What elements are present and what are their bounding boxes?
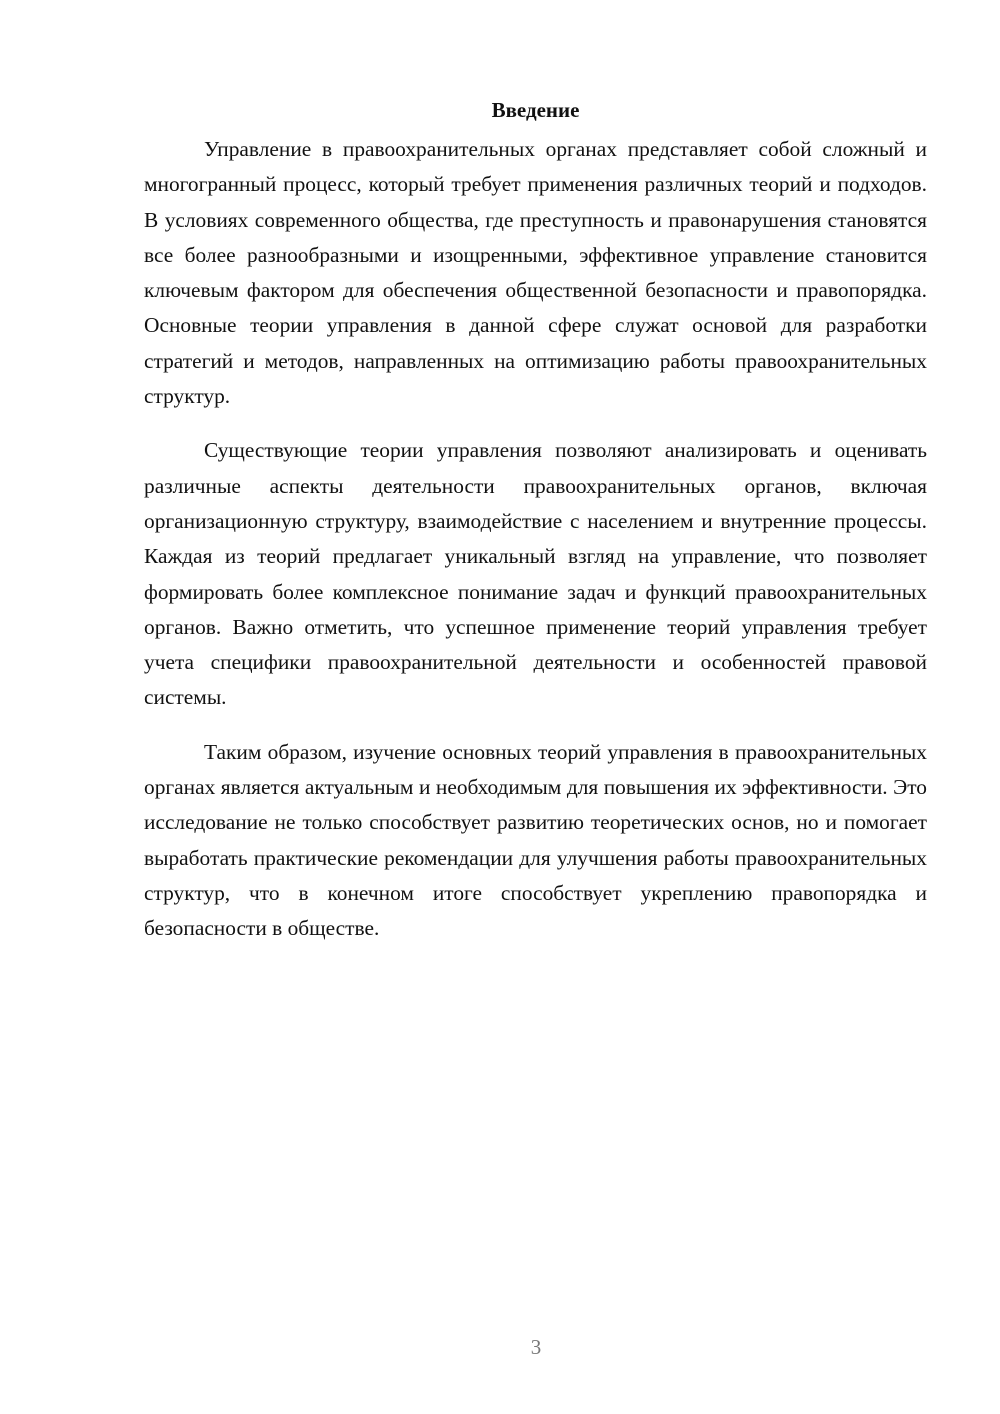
paragraph-1: Управление в правоохранительных органах представляет собой сложный и многогранный процесс, который требует применения различных теорий и подходов. В условиях современного общества, где преступность и правонарушения становятся все более разнообразными и изощренными, эффективное управление становится ключевым фактором для обеспечения общественной безопасности и правопорядка. Основные теории управления в данной сфере служат основой для разработки стратегий и методов, направленных на оптимизацию работы правоохранительных структур. — [144, 137, 927, 409]
page-title: Введение — [491, 98, 580, 122]
document-body — [144, 93, 927, 947]
page-number: 3 — [530, 1335, 542, 1359]
paragraph-2: Существующие теории управления позволяют анализировать и оценивать различные аспекты деятельности правоохранительных органов, включая организационную структуру, взаимодействие с населением и внутренние процессы. Каждая из теорий предлагает уникальный взгляд на управление, что позволяет формировать более комплексное понимание задач и функций правоохранительных органов. Важно отметить, что успешное применение теорий управления требует учета специфики правоохранительной деятельности и особенностей правовой системы. — [144, 438, 927, 710]
paragraph-3: Таким образом, изучение основных теорий управления в правоохранительных органах является актуальным и необходимым для повышения их эффективности. Это исследование не только способствует развитию теоретических основ, но и помогает выработать практические рекомендации для улучшения работы правоохранительных структур, что в конечном итоге способствует укреплению правопорядка и безопасности в обществе. — [144, 739, 927, 941]
